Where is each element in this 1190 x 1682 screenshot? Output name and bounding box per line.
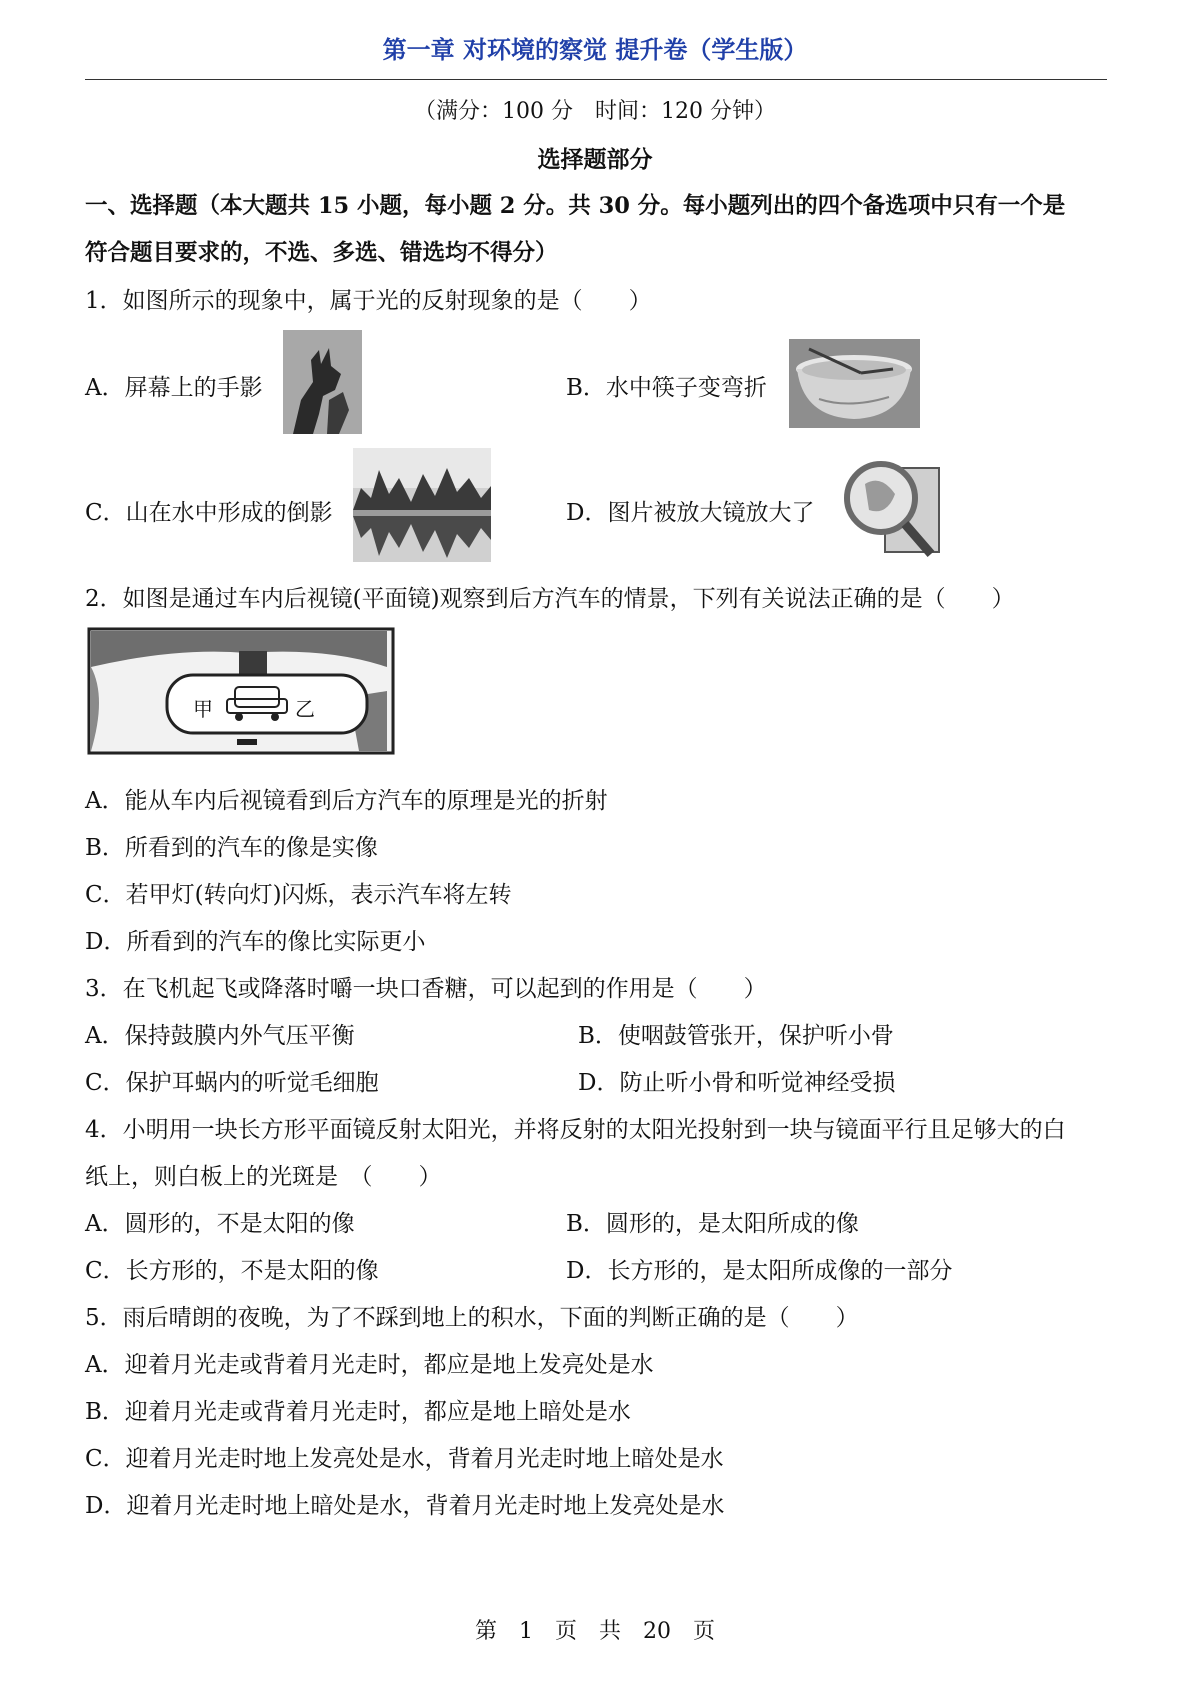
question-4-option-a: A．圆形的，不是太阳的像 (85, 1211, 355, 1237)
section-instructions-line1: 一、选择题（本大题共 15 小题，每小题 2 分。共 30 分。每小题列出的四个备选项中只有一个是 (85, 193, 1066, 219)
question-5-option-c: C．迎着月光走时地上发亮处是水，背着月光走时地上暗处是水 (85, 1446, 724, 1472)
mountain-reflection-image (353, 448, 491, 562)
question-5-option-b: B．迎着月光走或背着月光走时，都应是地上暗处是水 (85, 1399, 631, 1425)
question-1-option-a: A．屏幕上的手影 (85, 375, 263, 401)
question-2-option-b: B．所看到的汽车的像是实像 (85, 835, 378, 861)
question-1-option-c: C．山在水中形成的倒影 (85, 500, 333, 526)
document-title: 第一章 对环境的察觉 提升卷（学生版） (382, 36, 808, 64)
header-divider (85, 79, 1107, 80)
question-4-option-b: B．圆形的，是太阳所成的像 (566, 1211, 859, 1237)
question-3-stem: 3．在飞机起飞或降落时嚼一块口香糖，可以起到的作用是（ ） (85, 976, 767, 1002)
question-1-option-d: D．图片被放大镜放大了 (566, 500, 815, 526)
mirror-label-right: 乙 (295, 697, 315, 721)
question-2-option-c: C．若甲灯(转向灯)闪烁，表示汽车将左转 (85, 882, 512, 908)
score-time-info: （满分：100 分 时间：120 分钟） (414, 99, 776, 124)
question-4-stem-line1: 4．小明用一块长方形平面镜反射太阳光，并将反射的太阳光投射到一块与镜面平行且足够大的白 (85, 1117, 1066, 1143)
section-instructions-line2: 符合题目要求的，不选、多选、错选均不得分） (85, 240, 558, 266)
hand-shadow-image (283, 330, 362, 434)
question-3-option-c: C．保护耳蜗内的听觉毛细胞 (85, 1070, 379, 1096)
question-5-option-d: D．迎着月光走时地上暗处是水，背着月光走时地上发亮处是水 (85, 1493, 725, 1519)
section-heading: 选择题部分 (537, 147, 653, 173)
question-4-option-c: C．长方形的，不是太阳的像 (85, 1258, 379, 1284)
question-1-option-b: B．水中筷子变弯折 (566, 375, 767, 401)
question-3-option-b: B．使咽鼓管张开，保护听小骨 (578, 1023, 894, 1049)
question-2-stem: 2．如图是通过车内后视镜(平面镜)观察到后方汽车的情景，下列有关说法正确的是（ ） (85, 586, 1015, 612)
page-footer: 第 1 页 共 20 页 (475, 1619, 715, 1644)
question-1-stem: 1．如图所示的现象中，属于光的反射现象的是（ ） (85, 288, 652, 314)
question-3-option-d: D．防止听小骨和听觉神经受损 (578, 1070, 896, 1096)
question-4-option-d: D．长方形的，是太阳所成像的一部分 (566, 1258, 953, 1284)
question-5-stem: 5．雨后晴朗的夜晚，为了不踩到地上的积水，下面的判断正确的是（ ） (85, 1305, 859, 1331)
question-2-option-d: D．所看到的汽车的像比实际更小 (85, 929, 426, 955)
magnifier-image (835, 454, 947, 558)
rearview-mirror-image (87, 627, 395, 755)
question-3-option-a: A．保持鼓膜内外气压平衡 (85, 1023, 355, 1049)
mirror-label-left: 甲 (193, 697, 213, 721)
question-2-option-a: A．能从车内后视镜看到后方汽车的原理是光的折射 (85, 788, 608, 814)
chopsticks-in-water-image (789, 339, 920, 428)
question-5-option-a: A．迎着月光走或背着月光走时，都应是地上发亮处是水 (85, 1352, 654, 1378)
question-4-stem-line2: 纸上，则白板上的光斑是 （ ） (85, 1164, 442, 1190)
